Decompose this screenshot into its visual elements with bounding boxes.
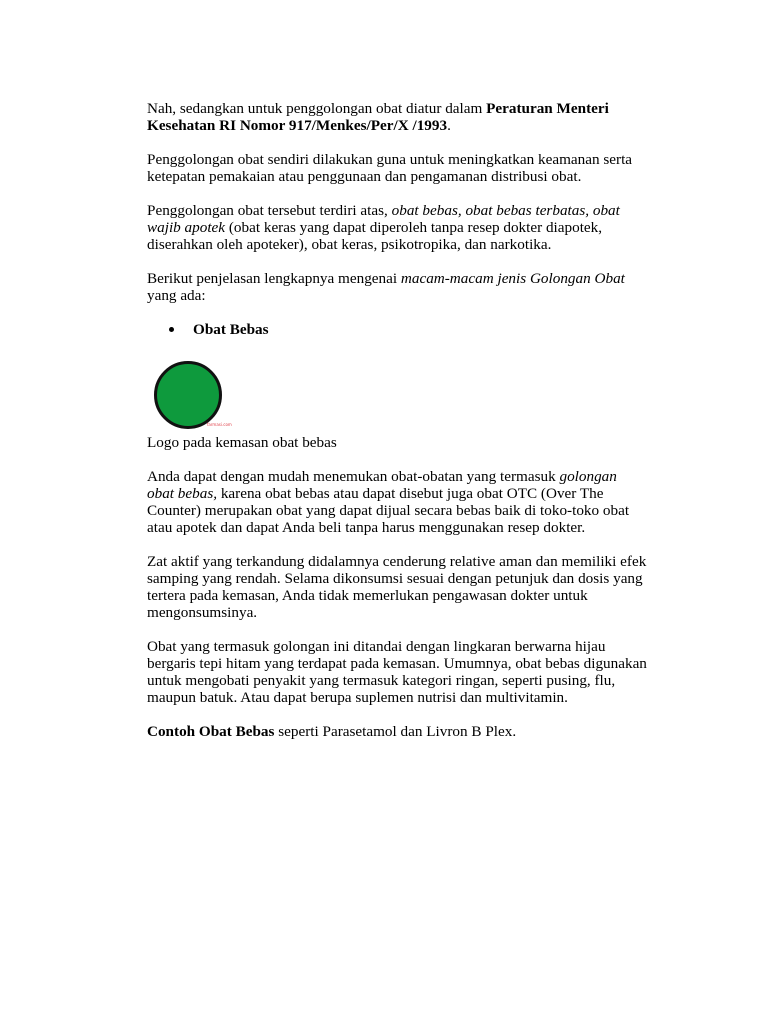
paragraph-active-ingredient: Zat aktif yang terkandung didalamnya cenderung relative aman dan memiliki efek samping yang rendah. Selama dikonsumsi sesuai dengan petunjuk dan dosis yang tertera pada kemasan, Anda tidak memerlukan pengawasan dokter untuk mengonsumsinya. [147, 553, 647, 621]
categories-intro: Penggolongan obat tersebut terdiri atas, [147, 202, 392, 219]
paragraph-examples [147, 723, 647, 740]
otc-italic: golongan obat bebas, [147, 468, 617, 502]
paragraph-marking: Obat yang termasuk golongan ini ditandai dengan lingkaran berwarna hijau bergaris tepi hitam yang terdapat pada kemasan. Umumnya, obat bebas digunakan untuk mengobati penyakit yang termasuk kategori ringan, seperti pusing, flu, maupun batuk. Atau dapat berupa suplemen nutrisi dan multivitamin. [147, 638, 647, 706]
examples-label: Contoh Obat Bebas [147, 723, 275, 740]
regulation-end: . [447, 117, 451, 134]
otc-rest: karena obat bebas atau dapat disebut juga obat OTC (Over The Counter) merupakan obat yang dapat dijual secara bebas baik di toko-toko obat atau apotek dan dapat Anda beli tanpa harus menggunakan resep dokter. [147, 485, 630, 536]
document-page [147, 100, 647, 757]
types-intro: Berikut penjelasan lengkapnya mengenai [147, 270, 401, 287]
regulation-intro: Nah, sedangkan untuk penggolongan obat diatur dalam [147, 100, 487, 117]
examples-rest: seperti Parasetamol dan Livron B Plex. [274, 723, 517, 740]
categories-italic: obat bebas, obat bebas terbatas, obat wajib apotek [147, 202, 620, 236]
categories-rest: (obat keras yang dapat diperoleh tanpa resep dokter diapotek, diserahkan oleh apoteker), obat keras, psikotropika, dan narkotika. [147, 219, 603, 253]
paragraph-otc [147, 468, 647, 536]
obat-bebas-logo [147, 355, 237, 429]
logo-watermark: farmasi.com [207, 422, 232, 427]
regulation-name: Peraturan Menteri Kesehatan RI Nomor 917/Menkes/Per/X /1993 [147, 100, 609, 134]
bullet-dot-icon [169, 327, 174, 332]
logo-caption: Logo pada kemasan obat bebas [147, 434, 337, 451]
bullet-item-label: Obat Bebas [193, 321, 269, 338]
types-italic: macam-macam jenis Golongan Obat [400, 270, 625, 287]
paragraph-regulation [147, 100, 647, 134]
green-circle-icon [154, 361, 222, 429]
types-rest: yang ada: [147, 287, 206, 304]
paragraph-intro-types [147, 270, 647, 304]
paragraph-purpose: Penggolongan obat sendiri dilakukan guna untuk meningkatkan keamanan serta ketepatan pemakaian atau penggunaan dan pengamanan distribusi obat. [147, 151, 633, 185]
bullet-item-obat-bebas [147, 321, 647, 338]
otc-intro: Anda dapat dengan mudah menemukan obat-obatan yang termasuk [147, 468, 560, 485]
paragraph-categories [147, 202, 647, 253]
